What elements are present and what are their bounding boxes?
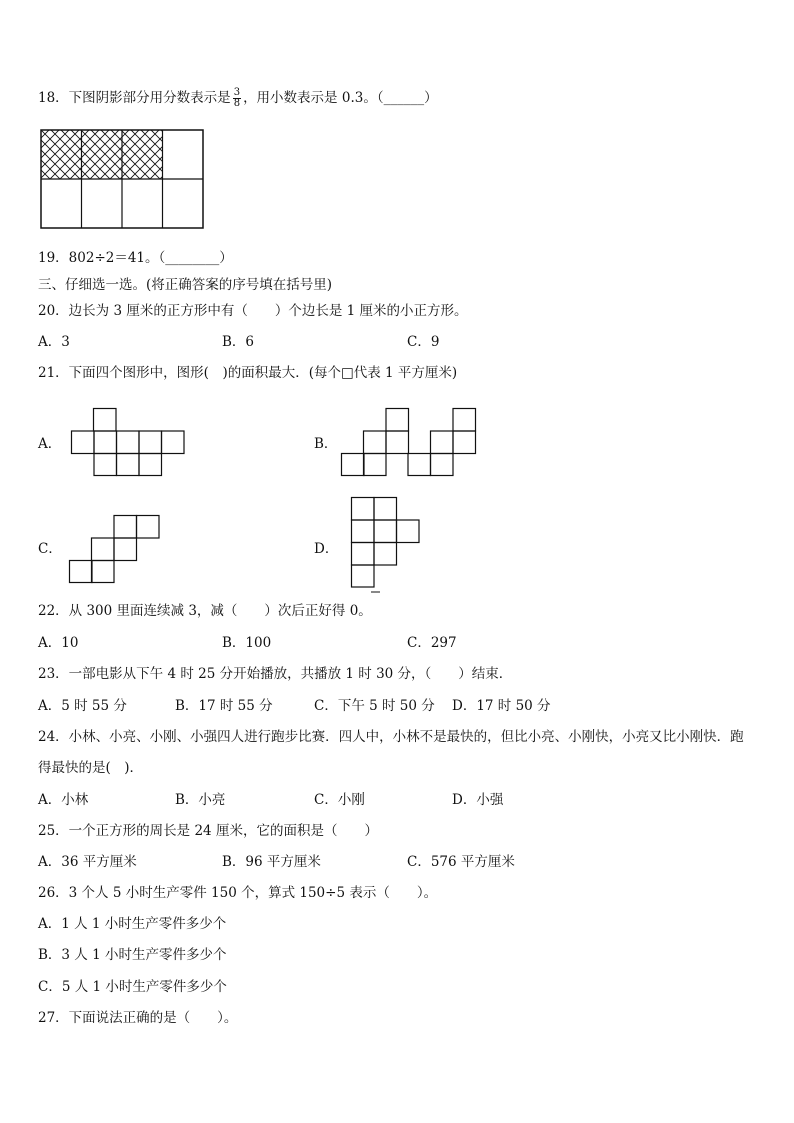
shaded-cell — [82, 130, 123, 179]
shaded-cell — [122, 130, 163, 179]
question-19: 19．802÷2＝41。（________） — [38, 250, 233, 266]
question-20: 20．边长为 3 厘米的正方形中有（ ）个边长是 1 厘米的小正方形。 — [38, 303, 468, 319]
q22-option-b: B．100 — [222, 635, 272, 651]
q21-label-c: C． — [38, 541, 62, 557]
q24-option-b: B．小亮 — [175, 792, 226, 808]
q18-grid-figure — [40, 129, 205, 231]
q23-option-c: C．下午 5 时 50 分 — [314, 698, 435, 714]
section-3-heading: 三、仔细选一选。(将正确答案的序号填在括号里) — [38, 277, 333, 293]
q26-option-b: B．3 人 1 小时生产零件多少个 — [38, 947, 227, 963]
q25-option-a: A．36 平方厘米 — [38, 854, 137, 870]
question-24-line-1: 24．小林、小亮、小刚、小强四人进行跑步比赛．四人中，小林不是最快的，但比小亮、小刚快，小亮又比小刚快．跑 — [38, 729, 744, 745]
question-22: 22．从 300 里面连续减 3，减（ ）次后正好得 0。 — [38, 603, 372, 619]
q21-shape-d — [351, 497, 421, 594]
q18-text-before: 18．下图阴影部分用分数表示是 — [38, 90, 231, 106]
q21-label-a: A． — [38, 436, 62, 452]
q21-shape-c — [69, 515, 161, 583]
q21-shape-a — [71, 408, 185, 476]
question-27: 27．下面说法正确的是（ ）。 — [38, 1010, 238, 1026]
q21-label-b: B． — [314, 436, 338, 452]
q23-option-d: D．17 时 50 分 — [452, 698, 551, 714]
q20-option-a: A．3 — [38, 334, 70, 350]
question-18 — [38, 88, 438, 109]
q25-option-c: C．576 平方厘米 — [407, 854, 515, 870]
q24-option-d: D．小强 — [452, 792, 504, 808]
q23-option-a: A．5 时 55 分 — [38, 698, 127, 714]
q21-label-d: D． — [314, 541, 339, 557]
q20-option-c: C．9 — [407, 334, 440, 350]
question-26: 26．3 个人 5 小时生产零件 150 个，算式 150÷5 表示（ ）。 — [38, 885, 438, 901]
q21-shape-b — [341, 408, 477, 476]
question-23: 23．一部电影从下午 4 时 25 分开始播放，共播放 1 时 30 分，（ ）结束． — [38, 666, 513, 682]
q24-option-c: C．小刚 — [314, 792, 365, 808]
q26-option-c: C．5 人 1 小时生产零件多少个 — [38, 979, 227, 995]
q18-text-after: ，用小数表示是 0.3。（______） — [243, 90, 438, 106]
q22-option-c: C．297 — [407, 635, 457, 651]
q26-option-a: A．1 人 1 小时生产零件多少个 — [38, 916, 227, 932]
q18-fraction: $\frac{3}{8}$ — [233, 87, 241, 109]
q22-option-a: A．10 — [38, 635, 79, 651]
question-25: 25．一个正方形的周长是 24 厘米，它的面积是（ ） — [38, 823, 378, 839]
shaded-cell — [41, 130, 82, 179]
q20-option-b: B．6 — [222, 334, 255, 350]
question-24-line-2: 得最快的是( )． — [38, 760, 144, 776]
q23-option-b: B．17 时 55 分 — [175, 698, 273, 714]
q25-option-b: B．96 平方厘米 — [222, 854, 321, 870]
question-21: 21．下面四个图形中，图形( )的面积最大．(每个□代表 1 平方厘米) — [38, 365, 458, 381]
q24-option-a: A．小林 — [38, 792, 89, 808]
